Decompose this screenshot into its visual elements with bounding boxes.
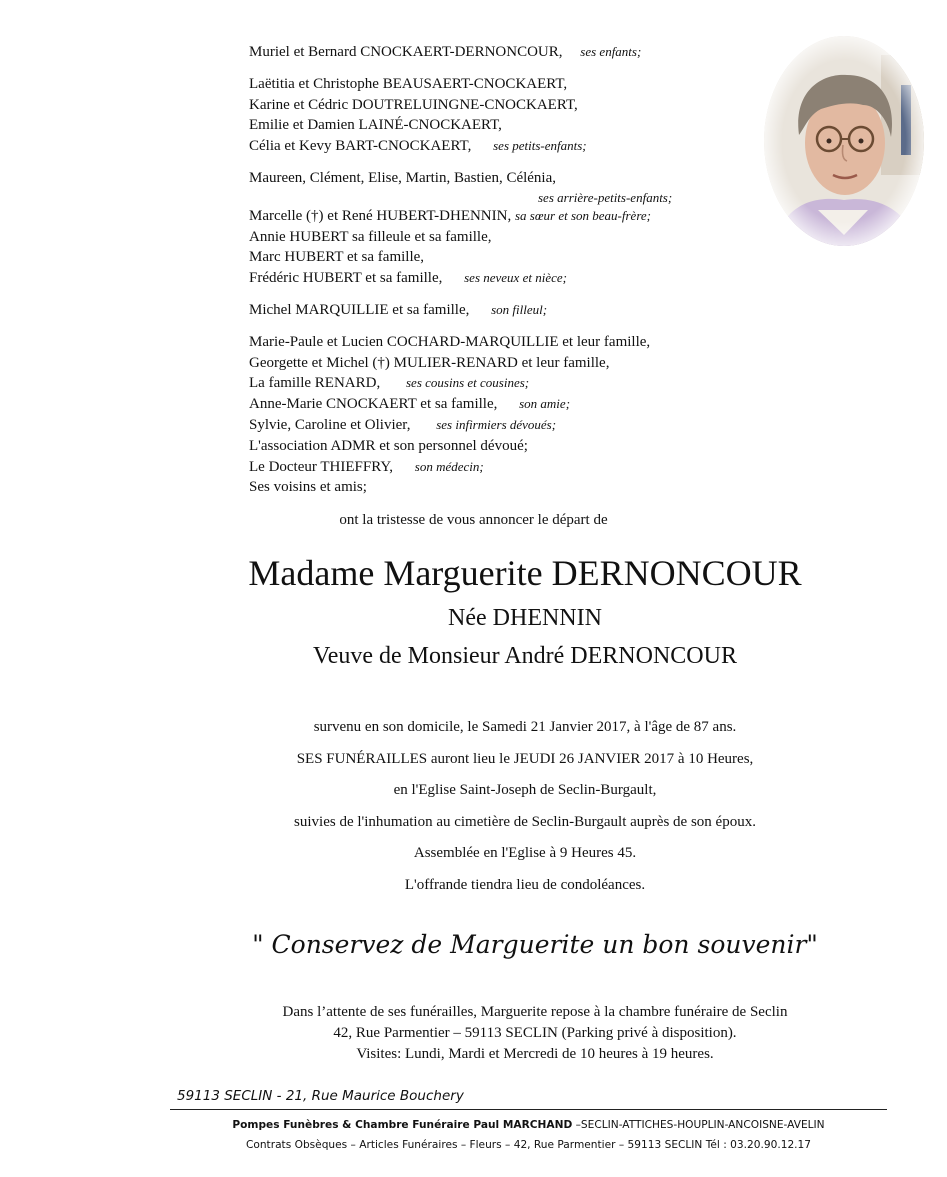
maiden-name: Née DHENNIN [448, 605, 602, 631]
names: Michel MARQUILLIE et sa famille, [249, 301, 470, 318]
detail-line: L'offrande tiendra lieu de condoléances. [404, 876, 646, 893]
names: Célia et Kevy BART-CNOCKAERT, [249, 138, 472, 155]
role: ses neveux et nièce; [464, 270, 567, 286]
friend-line [249, 394, 769, 415]
great-grandchildren-role: ses arrière-petits-enfants; [538, 189, 673, 205]
visit-info [0, 1002, 947, 1065]
names: Marcelle (†) et René HUBERT-DHENNIN, [249, 207, 512, 224]
nephew-line: Annie HUBERT sa filleule et sa famille, [249, 228, 492, 245]
role: ses infirmiers dévoués; [436, 416, 557, 432]
doctor-line [249, 457, 769, 478]
role: ses cousins et cousines; [405, 375, 530, 391]
funeral-details [0, 712, 947, 902]
cousin-line: Georgette et Michel (†) MULIER-RENARD et leur famille, [249, 354, 610, 371]
role: ses enfants; [580, 44, 642, 59]
names: Muriel et Bernard CNOCKAERT-DERNONCOUR, [249, 44, 563, 60]
company-rest: –SECLIN-ATTICHES-HOUPLIN-ANCOISNE-AVELIN [572, 1119, 825, 1131]
grandchild-line: Karine et Cédric DOUTRELUINGNE-CNOCKAERT, [249, 96, 578, 113]
names: Sylvie, Caroline et Olivier, [249, 416, 411, 433]
detail-line: Assemblée en l'Eglise à 9 Heures 45. [413, 845, 637, 862]
cousin-line: Marie-Paule et Lucien COCHARD-MARQUILLIE et leur famille, [249, 333, 651, 350]
detail-line: SES FUNÉRAILLES auront lieu le JEUDI 26 JANVIER 2017 à 10 Heures, [296, 750, 754, 767]
great-grandchildren: Maureen, Clément, Elise, Martin, Bastien, Célénia, [249, 169, 557, 186]
detail-line: survenu en son domicile, le Samedi 21 Janvier 2017, à l'âge de 87 ans. [313, 719, 737, 735]
role: son médecin; [414, 458, 484, 474]
godson-line [249, 300, 769, 321]
portrait-photo [763, 35, 925, 247]
memorial-quote: " Conservez de Marguerite un bon souvenir" [252, 930, 818, 959]
sister-line [249, 206, 769, 227]
nephew-line: Marc HUBERT et sa famille, [249, 249, 425, 266]
visit-line: Dans l’attente de ses funérailles, Marguerite repose à la chambre funéraire de Seclin [282, 1004, 788, 1020]
role: sa sœur et son beau-frère; [514, 207, 651, 223]
visit-line: 42, Rue Parmentier – 59113 SECLIN (Parking privé à disposition). [333, 1025, 737, 1041]
deceased-name: Madame Marguerite DERNONCOUR [248, 553, 802, 593]
role: son filleul; [491, 301, 548, 317]
detail-line: suivies de l'inhumation au cimetière de Seclin-Burgault auprès de son époux. [294, 813, 756, 830]
neighbours-line: Ses voisins et amis; [249, 479, 367, 496]
names: Frédéric HUBERT et sa famille, [249, 270, 443, 287]
nurses-line [249, 415, 769, 436]
nephew-line [249, 268, 769, 289]
family-list [249, 42, 769, 498]
grandchild-line: Laëtitia et Christophe BEAUSAERT-CNOCKAERT, [249, 75, 568, 92]
names: Le Docteur THIEFFRY, [249, 458, 394, 475]
widow-of: Veuve de Monsieur André DERNONCOUR [313, 643, 737, 669]
announcement: ont la tristesse de vous annoncer le départ de [339, 512, 608, 528]
b: Pompes Funèbres & Chambre Funéraire Paul MARCHAND [232, 1119, 573, 1131]
footer-services: Contrats Obsèques – Articles Funéraires – Fleurs – 42, Rue Parmentier – 59113 SECLIN Tél : 03.20.90.12.17 [245, 1139, 812, 1151]
visit-line: Visites: Lundi, Mardi et Mercredi de 10 heures à 19 heures. [356, 1046, 714, 1062]
footer-company [170, 1115, 887, 1135]
grandchild-line [249, 136, 769, 157]
names: Anne-Marie CNOCKAERT et sa famille, [249, 396, 498, 413]
footer-address: 59113 SECLIN - 21, Rue Maurice Bouchery [177, 1088, 464, 1104]
footer-divider [170, 1109, 887, 1110]
names: La famille RENARD, [249, 375, 381, 392]
footer [170, 1115, 887, 1155]
role: son amie; [519, 396, 571, 412]
grandchild-line: Emilie et Damien LAINÉ-CNOCKAERT, [249, 117, 502, 134]
admr-line: L'association ADMR et son personnel dévoué; [249, 437, 528, 454]
cousin-line [249, 373, 769, 394]
role: ses petits-enfants; [493, 138, 587, 154]
detail-line: en l'Eglise Saint-Joseph de Seclin-Burgault, [393, 782, 657, 799]
family-children [249, 42, 769, 63]
